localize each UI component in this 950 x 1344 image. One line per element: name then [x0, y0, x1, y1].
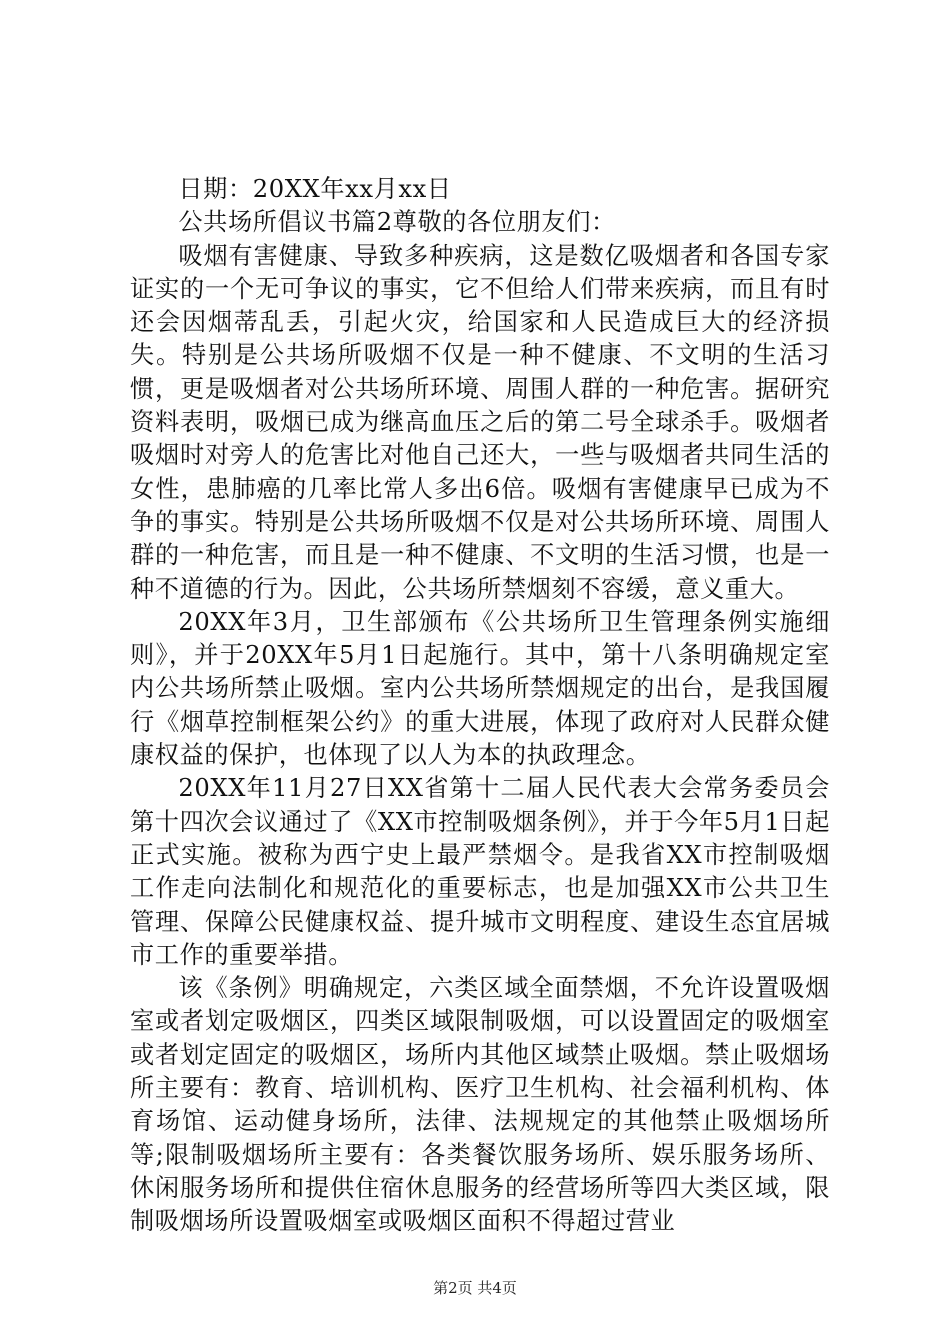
date-line: 日期：20XX年xx月xx日 — [178, 175, 452, 203]
page-number-footer: 第2页 共4页 — [433, 1279, 517, 1297]
document-body — [130, 173, 830, 1239]
body-paragraph: 20XX年3月，卫生部颁布《公共场所卫生管理条例实施细则》，并于20XX年5月1日起施行。其中，第十八条明确规定室内公共场所禁止吸烟。室内公共场所禁烟规定的出台，是我国履行《烟草控制框架公约》的重大进展，体现了政府对人民群众健康权益的保护，也体现了以人为本的执政理念。 — [130, 607, 830, 770]
body-paragraph: 20XX年11月27日XX省第十二届人民代表大会常务委员会第十四次会议通过了《XX市控制吸烟条例》，并于今年5月1日起正式实施。被称为西宁史上最严禁烟令。是我省XX市控制吸烟工作走向法制化和规范化的重要标志，也是加强XX市公共卫生管理、保障公民健康权益、提升城市文明程度、建设生态宜居城市工作的重要举措。 — [130, 774, 830, 969]
body-paragraph: 吸烟有害健康、导致多种疾病，这是数亿吸烟者和各国专家证实的一个无可争议的事实，它不但给人们带来疾病，而且有时还会因烟蒂乱丢，引起火灾，给国家和人民造成巨大的经济损失。特别是公共场所吸烟不仅是一种不健康、不文明的生活习惯，更是吸烟者对公共场所环境、周围人群的一种危害。据研究资料表明，吸烟已成为继高血压之后的第二号全球杀手。吸烟者吸烟时对旁人的危害比对他自己还大，一些与吸烟者共同生活的女性，患肺癌的几率比常人多出6倍。吸烟有害健康早已成为不争的事实。特别是公共场所吸烟不仅是对公共场所环境、周围人群的一种危害，而且是一种不健康、不文明的生活习惯，也是一种不道德的行为。因此，公共场所禁烟刻不容缓，意义重大。 — [130, 241, 830, 603]
title-line: 公共场所倡议书篇2尊敬的各位朋友们： — [178, 208, 616, 237]
body-paragraph: 该《条例》明确规定，六类区域全面禁烟，不允许设置吸烟室或者划定吸烟区，四类区域限制吸烟，可以设置固定的吸烟室或者划定固定的吸烟区，场所内其他区域禁止吸烟。禁止吸烟场所主要有：教育、培训机构、医疗卫生机构、社会福利机构、体育场馆、运动健身场所，法律、法规规定的其他禁止吸烟场所等;限制吸烟场所主要有：各类餐饮服务场所、娱乐服务场所、休闲服务场所和提供住宿休息服务的经营场所等四大类区域，限制吸烟场所设置吸烟室或吸烟区面积不得超过营业 — [130, 974, 830, 1236]
